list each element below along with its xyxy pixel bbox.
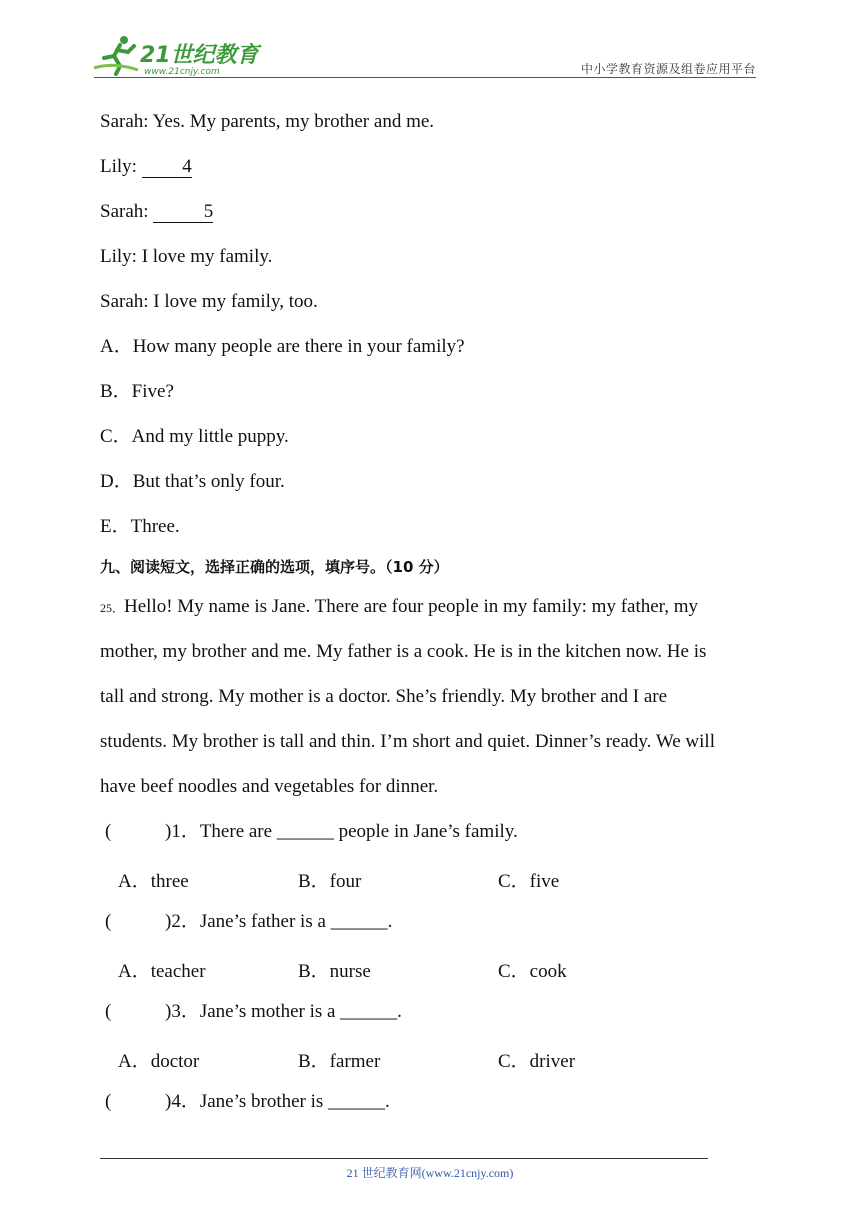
question-text: )4．Jane’s brother is ______. <box>165 1091 390 1112</box>
question-number: 25． <box>100 601 125 615</box>
footer-divider <box>100 1158 708 1159</box>
header-divider <box>94 77 756 78</box>
logo <box>94 32 264 76</box>
passage-line-2: mother, my brother and me. My father is a cook. He is in the kitchen now. He is <box>100 641 707 662</box>
dialogue-line-2 <box>100 156 192 178</box>
q1-option-b: B．four <box>298 871 362 892</box>
passage-line-1 <box>100 596 698 619</box>
choice-c: C．And my little puppy. <box>100 426 289 447</box>
q2-option-b: B．nurse <box>298 961 371 982</box>
answer-paren[interactable]: ( <box>105 1091 112 1112</box>
question-1 <box>105 821 518 843</box>
dialogue-line-5: Sarah: I love my family, too. <box>100 291 318 312</box>
answer-blank-5: 5 <box>153 202 213 223</box>
answer-blank-4: 4 <box>142 157 192 178</box>
choice-a: A．How many people are there in your family? <box>100 336 465 357</box>
dialogue-line-3 <box>100 201 213 223</box>
question-3 <box>105 1001 402 1023</box>
passage-line-3: tall and strong. My mother is a doctor. She’s friendly. My brother and I are <box>100 686 668 707</box>
answer-paren[interactable]: ( <box>105 911 112 932</box>
q2-option-a: A．teacher <box>118 961 206 982</box>
choice-b: B．Five? <box>100 381 174 402</box>
passage-line-5: have beef noodles and vegetables for dinner. <box>100 776 439 797</box>
logo-icon <box>94 32 264 76</box>
q1-option-a: A．three <box>118 871 189 892</box>
answer-paren[interactable]: ( <box>105 821 112 842</box>
choice-e: E．Three. <box>100 516 180 537</box>
section-title: 九、阅读短文，选择正确的选项，填序号。（10 分） <box>100 558 449 576</box>
speaker-sarah: Sarah: <box>100 201 154 222</box>
q3-option-b: B．farmer <box>298 1051 381 1072</box>
dialogue-line-1: Sarah: Yes. My parents, my brother and me. <box>100 111 435 132</box>
question-text: )3．Jane’s mother is a ______. <box>165 1001 402 1022</box>
logo-url: www.21cnjy.com <box>144 67 220 76</box>
passage-text: Hello! My name is Jane. There are four people in my family: my father, my <box>124 596 699 617</box>
logo-text: 21世纪教育 <box>140 43 259 68</box>
answer-paren[interactable]: ( <box>105 1001 112 1022</box>
q3-option-c: C．driver <box>498 1051 576 1072</box>
question-4 <box>105 1091 390 1113</box>
choice-d: D．But that’s only four. <box>100 471 285 492</box>
question-text: )1．There are ______ people in Jane’s family. <box>165 821 518 842</box>
speaker-lily: Lily: <box>100 156 142 177</box>
q2-option-c: C．cook <box>498 961 567 982</box>
question-text: )2．Jane’s father is a ______. <box>165 911 393 932</box>
passage-line-4: students. My brother is tall and thin. I’m short and quiet. Dinner’s ready. We will <box>100 731 715 752</box>
platform-name: 中小学教育资源及组卷应用平台 <box>580 62 756 76</box>
q1-option-c: C．five <box>498 871 560 892</box>
page-header <box>94 30 756 78</box>
q3-option-a: A．doctor <box>118 1051 200 1072</box>
question-2 <box>105 911 392 933</box>
footer-text[interactable]: 21 世纪教育网(www.21cnjy.com) <box>346 1166 514 1180</box>
dialogue-line-4: Lily: I love my family. <box>100 246 273 267</box>
